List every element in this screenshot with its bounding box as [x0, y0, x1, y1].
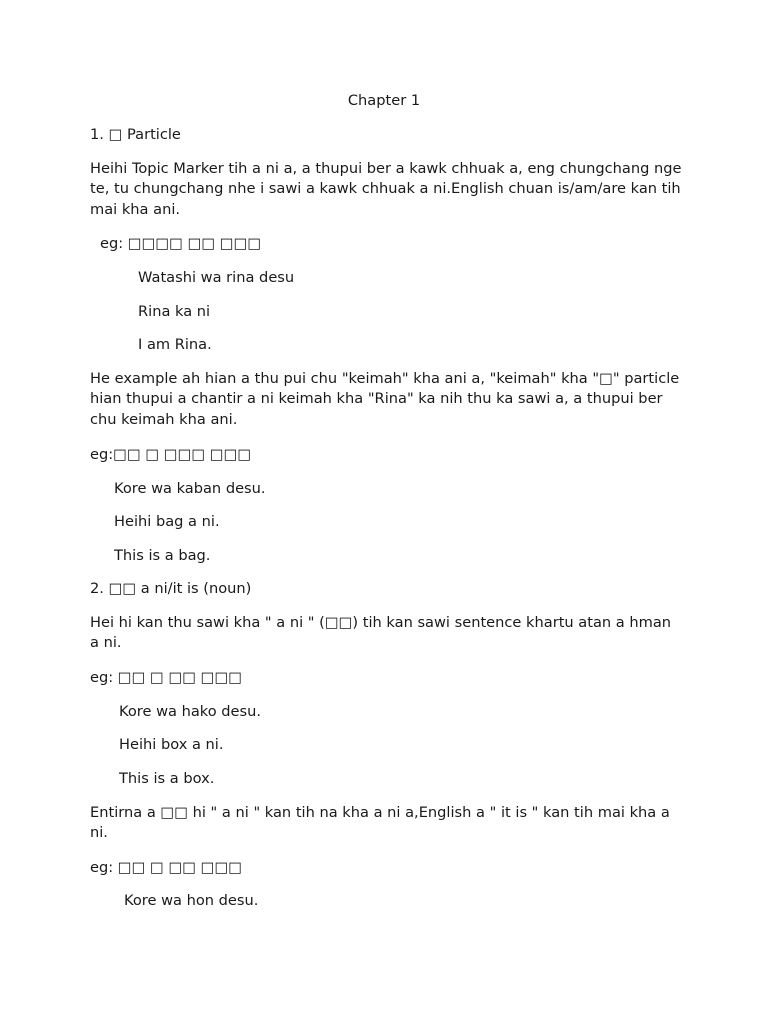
example-romaji-3: Kore wa hako desu. [119, 703, 262, 720]
paragraph-topic-marker: Heihi Topic Marker tih a ni a, a thupui ber a kawk chhuak a, eng chungchang nge te, tu chungchang nhe i sawi a kawk chhuak a ni.English chuan is/am/are kan tih mai kha ani. [90, 160, 682, 218]
paragraph-entirna: Entirna a □□ hi " a ni " kan tih na kha a ni a,English a " it is " kan tih mai kha a ni. [90, 804, 670, 842]
example-translation-1: Rina ka ni [138, 303, 211, 320]
example-japanese-2: eg:□□ □ □□□ □□□ [90, 446, 252, 463]
example-translation-2: Heihi bag a ni. [114, 513, 220, 530]
section-heading-it-is: 2. □□ a ni/it is (noun) [90, 580, 252, 597]
example-english-2: This is a bag. [114, 547, 211, 564]
example-japanese-1: eg: □□□□ □□ □□□ [100, 235, 262, 252]
example-romaji-2: Kore wa kaban desu. [114, 480, 266, 497]
chapter-title: Chapter 1 [347, 92, 421, 109]
example-translation-3: Heihi box a ni. [119, 736, 224, 753]
example-english-1: I am Rina. [138, 336, 212, 353]
example-japanese-3: eg: □□ □ □□ □□□ [90, 669, 243, 686]
example-romaji-1: Watashi wa rina desu [138, 269, 295, 286]
example-romaji-4: Kore wa hon desu. [124, 892, 259, 909]
paragraph-a-ni: Hei hi kan thu sawi kha " a ni " (□□) tih kan sawi sentence khartu atan a hman a ni. [90, 614, 672, 652]
example-japanese-4: eg: □□ □ □□ □□□ [90, 859, 243, 876]
section-heading-particle: 1. □ Particle [90, 126, 181, 143]
example-english-3: This is a box. [119, 770, 215, 787]
paragraph-example-explanation: He example ah hian a thu pui chu "keimah" kha ani a, "keimah" kha "□" particle hian thupui a chantir a ni keimah kha "Rina" ka nih thu ka sawi a, a thupui ber chu keimah kha ani. [90, 370, 680, 428]
